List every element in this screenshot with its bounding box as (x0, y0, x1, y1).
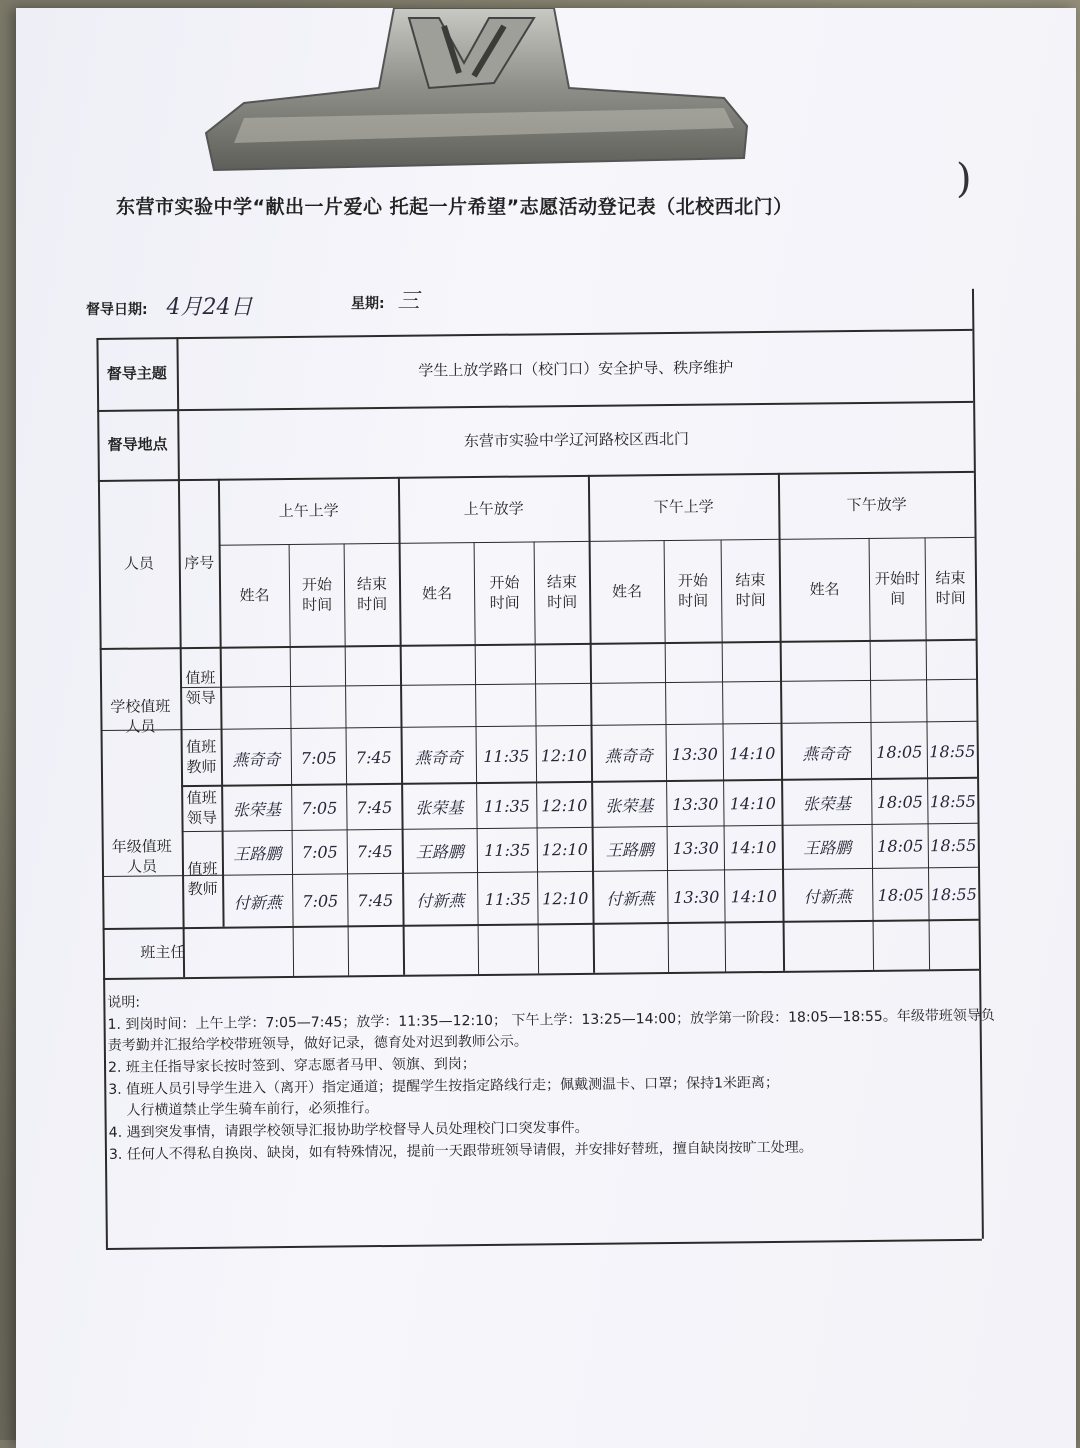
start-time: 18:05 (876, 791, 923, 812)
signature-name: 王路鹏 (415, 842, 464, 862)
end-header: 结束时间 (356, 574, 388, 613)
start-time: 13:30 (671, 744, 718, 764)
start-time: 11:35 (483, 745, 530, 766)
handwritten-mark: ) (956, 156, 972, 202)
signature-name: 王路鹏 (803, 838, 852, 858)
signature-name: 燕奇奇 (232, 749, 281, 770)
note-item: 3. 任何人不得私自换岗、缺岗，如有特殊情况，提前一天跟带班领导请假，并安排好替班，擅自缺岗按旷工处理。 (108, 1139, 813, 1163)
note-item: 2. 班主任指导家长按时签到、穿志愿者马甲、领旗、到岗； (107, 1056, 476, 1076)
start-header: 开始时间 (301, 575, 333, 614)
start-time: 7:05 (301, 798, 338, 818)
end-time: 7:45 (357, 890, 394, 910)
signature-name: 燕奇奇 (802, 743, 851, 764)
end-time: 12:10 (540, 745, 587, 765)
date-label: 督导日期: (86, 302, 148, 318)
session-header-2: 上午放学 (463, 499, 524, 518)
seq-header: 序号 (184, 553, 215, 572)
location-value: 东营市实验中学辽河路校区西北门 (463, 429, 690, 450)
form-title: 东营市实验中学“献出一片爱心 托起一片希望”志愿活动登记表（北校西北门） (116, 196, 793, 218)
school-teacher-role: 值班教师 (186, 737, 217, 776)
note-item: 3. 值班人员引导学生进入（离开）指定通道；提醒学生按指定路线行走；佩戴测温卡、口罩；保持1米距离； (108, 1074, 780, 1098)
signature-name: 付新燕 (416, 890, 465, 911)
school-duty-group: 学校值班人员 (110, 697, 171, 736)
name-header: 姓名 (422, 584, 453, 603)
location-label: 督导地点 (107, 435, 168, 454)
name-header: 姓名 (809, 579, 840, 599)
end-time: 14:10 (729, 793, 776, 813)
note-item: 4. 遇到突发事情，请跟学校领导汇报协助学校督导人员处理校门口突发事件。 (108, 1120, 589, 1142)
end-time: 7:45 (356, 841, 393, 862)
end-time: 7:45 (355, 747, 392, 767)
signature-name: 付新燕 (606, 888, 655, 909)
personnel-header: 人员 (123, 554, 154, 573)
end-time: 18:55 (930, 835, 977, 856)
grade-leader-role: 值班领导 (186, 788, 218, 827)
weekday-label: 星期: (351, 296, 385, 312)
end-time: 14:10 (730, 837, 777, 858)
clipboard-clip-icon (204, 8, 749, 173)
session-header-1: 上午上学 (278, 501, 339, 520)
weekday-value: 三 (397, 289, 420, 314)
session-header-4: 下午放学 (846, 495, 907, 514)
start-header: 开始时间 (489, 573, 520, 612)
theme-label: 督导主题 (106, 364, 167, 384)
signature-name: 王路鹏 (233, 844, 282, 864)
end-time: 18:55 (930, 884, 977, 904)
signature-name: 张荣基 (415, 797, 464, 818)
signature-name: 张荣基 (605, 795, 654, 816)
start-time: 7:05 (302, 890, 339, 911)
end-time: 12:10 (541, 795, 588, 815)
signature-name: 付新燕 (803, 886, 852, 907)
start-time: 11:35 (484, 888, 531, 909)
signature-name: 张荣基 (232, 799, 281, 820)
start-time: 18:05 (877, 836, 924, 856)
theme-value: 学生上放学路口（校门口）安全护导、秩序维护 (418, 358, 734, 380)
start-time: 18:05 (877, 884, 924, 905)
headteacher-group: 班主任 (140, 942, 186, 962)
end-header: 结束时间 (546, 572, 578, 611)
start-time: 13:30 (673, 887, 720, 907)
school-leader-role: 值班领导 (185, 668, 216, 707)
end-time: 14:10 (729, 743, 776, 763)
end-header: 结束时间 (935, 568, 966, 607)
signature-name: 燕奇奇 (604, 745, 653, 766)
date-value: 4月24日 (166, 295, 253, 320)
start-time: 13:30 (672, 838, 719, 858)
end-time: 18:55 (929, 741, 976, 761)
end-time: 7:45 (356, 797, 393, 817)
notes-heading: 说明: (107, 994, 141, 1011)
start-time: 11:35 (483, 795, 530, 816)
end-time: 12:10 (542, 888, 589, 908)
form-paper (16, 8, 1076, 1448)
end-time: 14:10 (730, 886, 777, 906)
end-time: 12:10 (541, 839, 588, 860)
note-item: 人行横道禁止学生骑车前行，必须推行。 (126, 1100, 379, 1120)
name-header: 姓名 (239, 585, 270, 605)
start-time: 11:35 (484, 840, 531, 860)
end-time: 18:55 (929, 791, 976, 811)
start-header: 开始时间 (874, 569, 921, 608)
start-time: 7:05 (301, 842, 338, 862)
start-time: 18:05 (876, 741, 923, 762)
name-header: 姓名 (611, 582, 643, 601)
grade-teacher-role: 值班教师 (187, 859, 218, 898)
signature-name: 王路鹏 (605, 840, 654, 860)
signature-name: 燕奇奇 (414, 747, 463, 768)
signature-name: 张荣基 (802, 793, 851, 814)
signature-name: 付新燕 (233, 892, 282, 913)
start-header: 开始时间 (677, 571, 709, 610)
session-header-3: 下午上学 (653, 497, 714, 516)
note-item: 1. 到岗时间：上午上学：7:05—7:45；放学：11:35—12:10； 下午上学：13:25—14:00；放学第一阶段：18:05—18:55。年级带班领导负责考勤并汇报给学校带班领导，做好记录，德育处对迟到教师公示。 (107, 1007, 995, 1055)
grade-duty-group: 年级值班人员 (111, 837, 172, 876)
start-time: 7:05 (300, 748, 337, 768)
end-header: 结束时间 (735, 571, 766, 609)
instructions (107, 983, 1009, 1166)
start-time: 13:30 (672, 794, 719, 814)
registration-table (96, 288, 1018, 1247)
